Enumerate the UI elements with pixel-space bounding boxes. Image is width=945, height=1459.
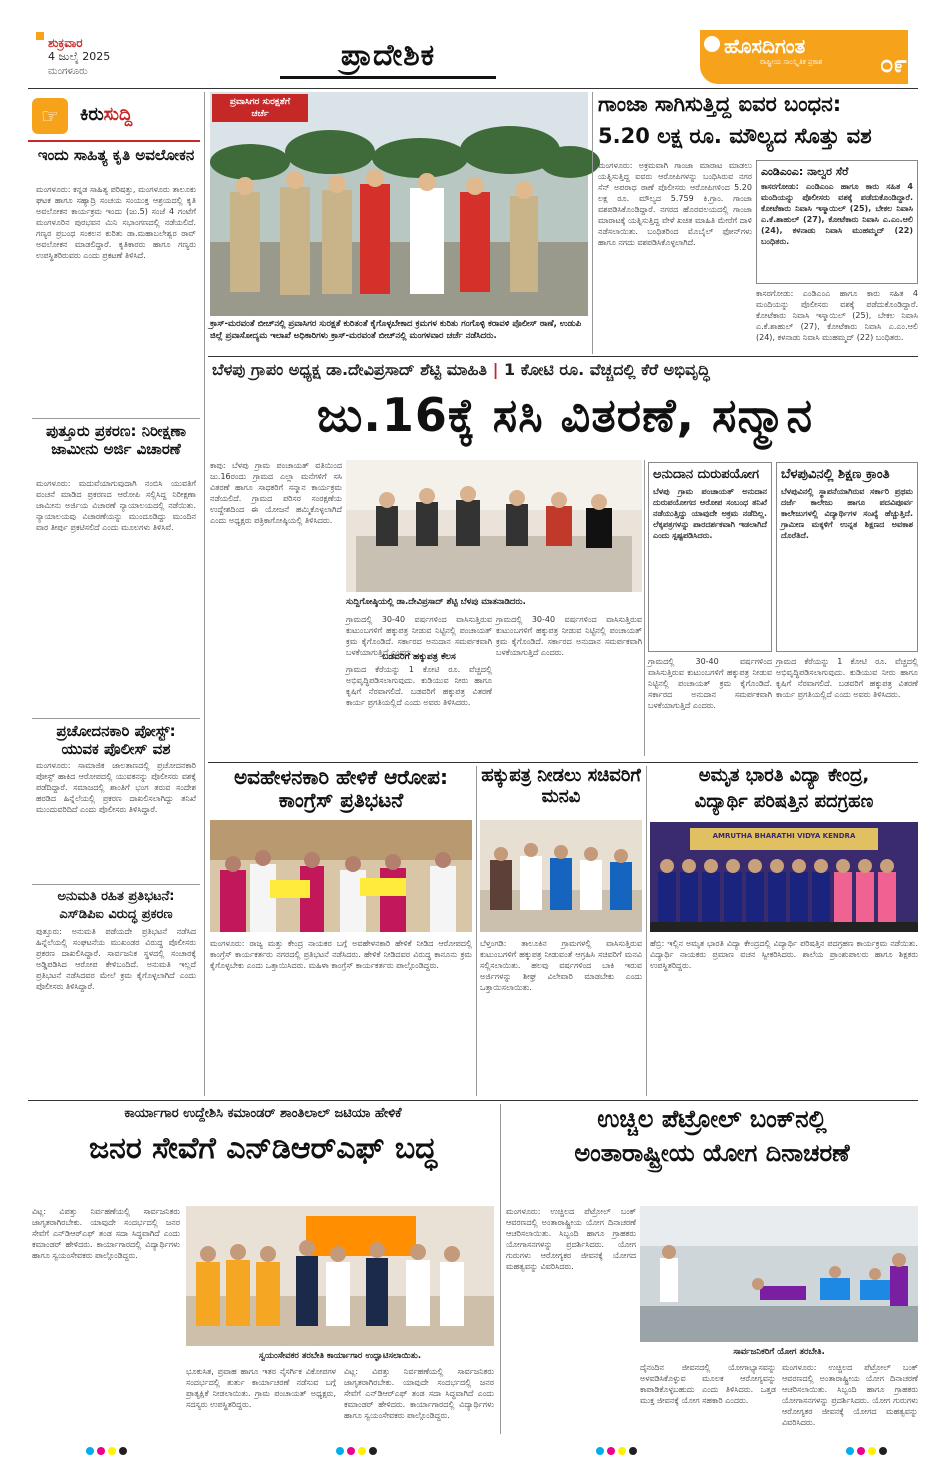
kiru-rule (28, 140, 200, 142)
left-story-1-body: ಮಂಗಳೂರು: ಕನ್ನಡ ಸಾಹಿತ್ಯ ಪರಿಷತ್ತು, ಮಂಗಳೂರು ತಾಲೂಕು ಘಟಕ ಹಾಗೂ ಸಹ್ಯಾದ್ರಿ ಸಂಚಯ ಸಂಯುಕ್ತ ಆಶ್ರಯದಲ್ಲಿ ಕೃತಿ ಅವಲೋಕನ ಕಾರ್ಯಕ್ರಮ ಇಂದು (ಜು.5) ಸಂಜೆ 4 ಗಂಟೆಗೆ ಮಂಗಳೂರಿನ ಪುರಭವನ ಮಿನಿ ಸಭಾಂಗಣದಲ್ಲಿ ನಡೆಯಲಿದೆ. ಗಣ್ಯರ ಪ್ರಬಂಧ ಸಂಕಲನ ಕುರಿತು ಡಾ.ಮಹಾಬಲೇಶ್ವರ ರಾವ್ ಅವಲೋಕನ ಮಾಡಲಿದ್ದಾರೆ. ಕೃತಿಕಾರರು ಹಾಗೂ ಗಣ್ಯರು ಉಪಸ್ಥಿತರಿರುವರು ಎಂದು ಪ್ರಕಟಣೆ ತಿಳಿಸಿದೆ. (36, 185, 196, 260)
main-col3: ಗ್ರಾಮದಲ್ಲಿ 30-40 ವರ್ಷಗಳಿಂದ ವಾಸಿಸುತ್ತಿರುವ ಕುಟುಂಬಗಳಿಗೆ ಹಕ್ಕುಪತ್ರ ನೀಡುವ ನಿಟ್ಟಿನಲ್ಲಿ ಪಂಚಾಯತ್ ಕ್ರಮ ಕೈಗೊಂಡಿದೆ. ಸರ್ಕಾರದ ಅನುದಾನ ಸಮರ್ಪಕವಾಗಿ ಬಳಕೆಯಾಗುತ್ತಿದೆ ಎಂದರು. (496, 615, 642, 657)
main-col2: ಗ್ರಾಮದ ಕೆರೆಯನ್ನು 1 ಕೋಟಿ ರೂ. ವೆಚ್ಚದಲ್ಲಿ ಅಭಿವೃದ್ಧಿಪಡಿಸಲಾಗುವುದು. ಕುಡಿಯುವ ನೀರು ಹಾಗೂ ಕೃಷಿಗೆ ನೆರವಾಗಲಿದೆ. ಬಡವರಿಗೆ ಹಕ್ಕುಪತ್ರ ವಿತರಣೆ ಕಾರ್ಯ ಪ್ರಗತಿಯಲ್ಲಿದೆ ಎಂದು ಅವರು ತಿಳಿಸಿದರು. (346, 665, 492, 707)
ganja-body-cont (756, 288, 918, 350)
masthead-rule (28, 88, 918, 89)
hakkupatra-body: ಬೆಳ್ತಂಗಡಿ: ತಾಲೂಕಿನ ಗ್ರಾಮಗಳಲ್ಲಿ ವಾಸಿಸುತ್ತಿರುವ ಕುಟುಂಬಗಳಿಗೆ ಹಕ್ಕುಪತ್ರ ನೀಡುವಂತೆ ಆಗ್ರಹಿಸಿ ಸಚಿವರಿಗೆ ಮನವಿ ಸಲ್ಲಿಸಲಾಯಿತು. ಹಲವು ವರ್ಷಗಳಿಂದ ಬಾಕಿ ಇರುವ ಅರ್ಜಿಗಳನ್ನು ಶೀಘ್ರ ವಿಲೇವಾರಿ ಮಾಡಬೇಕು ಎಂದು ಒತ್ತಾಯಿಸಲಾಯಿತು. (480, 939, 642, 992)
hakkupatra-headline: ಹಕ್ಕುಪತ್ರ ನೀಡಲು ಸಚಿವರಿಗೆ ಮನವಿ (481, 765, 641, 807)
congress-protest-photo (210, 820, 472, 932)
kiru-suddi-title (80, 104, 132, 125)
main-story-top-rule (208, 356, 918, 357)
kiru-prefix: ಕಿರು (80, 104, 104, 125)
left-story-3-body: ಮಂಗಳೂರು: ಸಾಮಾಜಿಕ ಜಾಲತಾಣದಲ್ಲಿ ಪ್ರಚೋದನಕಾರಿ ಪೋಸ್ಟ್ ಹಾಕಿದ ಆರೋಪದಲ್ಲಿ ಯುವಕನನ್ನು ಪೊಲೀಸರು ವಶಕ್ಕೆ ಪಡೆದಿದ್ದಾರೆ. ಸಮಾಜದಲ್ಲಿ ಶಾಂತಿಗೆ ಭಂಗ ತರುವ ಸಂದೇಶ ಹರಡಿದ ಹಿನ್ನೆಲೆಯಲ್ಲಿ ಪ್ರಕರಣ ದಾಖಲಿಸಲಾಗಿದ್ದು ತನಿಖೆ ಮುಂದುವರಿದಿದೆ ಎಂದು ಪೊಲೀಸರು ತಿಳಿಸಿದ್ದಾರೆ. (36, 761, 196, 814)
left-story-4-head: ಅನುಮತಿ ರಹಿತ ಪ್ರತಿಭಟನೆ: ಎಸ್‌ಡಿಪಿಐ ವಿರುದ್ಧ ಪ್ರಕರಣ (57, 889, 175, 922)
cmyk-marks-right (846, 1440, 890, 1459)
middle-rule (208, 762, 918, 763)
cmyk-dot-magenta (347, 1447, 355, 1455)
shikshana-box (776, 462, 918, 652)
press-meet-photo (346, 460, 642, 592)
main-headline: ಜು.16ಕ್ಕೆ ಸಸಿ ವಿತರಣೆ, ಸನ್ಮಾನ (316, 388, 814, 442)
masthead (0, 0, 945, 90)
yoga-caption: ಸಾರ್ವಜನಿಕರಿಗೆ ಯೋಗ ತರಬೇತಿ. (733, 1347, 825, 1357)
cmyk-marks-center-right (596, 1440, 640, 1459)
beach-photo-illustration (210, 92, 588, 316)
ndrf-strap: ಕಾರ್ಯಾಗಾರ ಉದ್ದೇಶಿಸಿ ಕಮಾಂಡರ್ ಶಾಂತಿಲಾಲ್ ಜಟಿಯಾ ಹೇಳಿಕೆ (124, 1106, 402, 1121)
ndrf-caption: ಸ್ವಯಂಸೇವಕರ ತರಬೇತಿ ಕಾರ್ಯಾಗಾರ ಉದ್ಘಾಟಿಸಲಾಯಿತು. (258, 1351, 422, 1361)
mdma-box (756, 160, 918, 284)
amrutha-headline-1: ಅಮೃತ ಭಾರತಿ ವಿದ್ಯಾ ಕೇಂದ್ರ, (698, 765, 870, 786)
yoga-col3: ಮಂಗಳೂರು: ಉಚ್ಚಿಲದ ಪೆಟ್ರೋಲ್ ಬಂಕ್ ಆವರಣದಲ್ಲಿ ಅಂತಾರಾಷ್ಟ್ರೀಯ ಯೋಗ ದಿನಾಚರಣೆ ಆಚರಿಸಲಾಯಿತು. ಸಿಬ್ಬಂದಿ ಹಾಗೂ ಗ್ರಾಹಕರು ಯೋಗಾಸನಗಳನ್ನು ಪ್ರದರ್ಶಿಸಿದರು. ಯೋಗ ಗುರುಗಳು ಆರೋಗ್ಯಕರ ಜೀವನಕ್ಕೆ ಯೋಗದ ಮಹತ್ವವನ್ನು ವಿವರಿಸಿದರು. (782, 1363, 918, 1427)
main-rule-1 (644, 460, 645, 756)
yoga-headline-1: ಉಚ್ಚಿಲ ಪೆಟ್ರೋಲ್ ಬಂಕ್‌ನಲ್ಲಿ (597, 1105, 827, 1133)
main-strap-left: ಬೆಳಪು ಗ್ರಾಪಂ ಅಧ್ಯಕ್ಷ ಡಾ.ದೇವಿಪ್ರಸಾದ್ ಶೆಟ್ಟಿ ಮಾಹಿತಿ (212, 360, 488, 379)
anudana-body: ಬೆಳಪು ಗ್ರಾಮ ಪಂಚಾಯತ್ ಅನುದಾನ ದುರುಪಯೋಗದ ಆರೋಪ ಸಂಬಂಧ ತನಿಖೆ ನಡೆಯುತ್ತಿದ್ದು ಯಾವುದೇ ಅಕ್ರಮ ನಡೆದಿಲ್ಲ. ಲೆಕ್ಕಪತ್ರಗಳನ್ನು ಪಾರದರ್ಶಕವಾಗಿ ಇಡಲಾಗಿದೆ ಎಂದು ಸ್ಪಷ್ಟಪಡಿಸಿದರು. (653, 487, 767, 540)
amrutha-headline-2: ವಿದ್ಯಾರ್ಥಿ ಪರಿಷತ್ತಿನ ಪದಗ್ರಹಣ (694, 791, 874, 812)
left-divider-2 (32, 718, 200, 719)
logo-emblem-icon (704, 36, 720, 52)
protest-illustration (210, 820, 472, 932)
ndrf-headline: ಜನರ ಸೇವೆಗೆ ಎನ್‌ಡಿಆರ್‌ಎಫ್ ಬದ್ಧ (89, 1131, 437, 1166)
cmyk-dot-yellow (618, 1447, 626, 1455)
yoga-body: ಮಂಗಳೂರು: ಉಚ್ಚಿಲದ ಪೆಟ್ರೋಲ್ ಬಂಕ್ ಆವರಣದಲ್ಲಿ ಅಂತಾರಾಷ್ಟ್ರೀಯ ಯೋಗ ದಿನಾಚರಣೆ ಆಚರಿಸಲಾಯಿತು. ಸಿಬ್ಬಂದಿ ಹಾಗೂ ಗ್ರಾಹಕರು ಯೋಗಾಸನಗಳನ್ನು ಪ್ರದರ್ಶಿಸಿದರು. ಯೋಗ ಗುರುಗಳು ಆರೋಗ್ಯಕರ ಜೀವನಕ್ಕೆ ಯೋಗದ ಮಹತ್ವವನ್ನು ವಿವರಿಸಿದರು. (506, 1207, 636, 1271)
cmyk-dot-cyan (596, 1447, 604, 1455)
shikshana-title: ಬೆಳಪುವಿನಲ್ಲಿ ಶಿಕ್ಷಣ ಕ್ರಾಂತಿ (781, 467, 890, 482)
logo-name: ಹೊಸದಿಗಂತ (724, 34, 806, 58)
main-strap (212, 360, 918, 384)
yoga-photo (640, 1206, 918, 1342)
main-col4: ಗ್ರಾಮದಲ್ಲಿ 30-40 ವರ್ಷಗಳಿಂದ ವಾಸಿಸುತ್ತಿರುವ ಕುಟುಂಬಗಳಿಗೆ ಹಕ್ಕುಪತ್ರ ನೀಡುವ ನಿಟ್ಟಿನಲ್ಲಿ ಪಂಚಾಯತ್ ಕ್ರಮ ಕೈಗೊಂಡಿದೆ. ಸರ್ಕಾರದ ಅನುದಾನ ಸಮರ್ಪಕವಾಗಿ ಬಳಕೆಯಾಗುತ್ತಿದೆ ಎಂದರು. (648, 657, 772, 710)
masthead-date: 4 ಜುಲೈ 2025 (48, 50, 111, 63)
masthead-orange-rule (36, 32, 44, 40)
ndrf-body: ವಿಟ್ಲ: ವಿಪತ್ತು ನಿರ್ವಹಣೆಯಲ್ಲಿ ಸಾರ್ವಜನಿಕರು ಜಾಗೃತರಾಗಿರಬೇಕು. ಯಾವುದೇ ಸಂದರ್ಭದಲ್ಲಿ ಜನರ ಸೇವೆಗೆ ಎನ್‌ಡಿಆರ್‌ಎಫ್ ತಂಡ ಸದಾ ಸಿದ್ಧವಾಗಿದೆ ಎಂದು ಕಮಾಂಡರ್ ಹೇಳಿದರು. ಕಾರ್ಯಾಗಾರದಲ್ಲಿ ವಿದ್ಯಾರ್ಥಿಗಳು ಹಾಗೂ ಸ್ವಯಂಸೇವಕರು ಪಾಲ್ಗೊಂಡಿದ್ದರು. (32, 1207, 180, 1260)
yoga-illustration (640, 1206, 918, 1342)
bottom-section-rule (28, 1100, 918, 1101)
left-story-2-head: ಪುತ್ತೂರು ಪ್ರಕರಣ: ನಿರೀಕ್ಷಣಾ ಜಾಮೀನು ಅರ್ಜಿ ವಿಚಾರಣೆ (45, 422, 187, 458)
middle-rule-1 (476, 766, 477, 1096)
memorandum-illustration (480, 820, 642, 932)
main-col1-continued: ಗ್ರಾಮದಲ್ಲಿ 30-40 ವರ್ಷಗಳಿಂದ ವಾಸಿಸುತ್ತಿರುವ ಕುಟುಂಬಗಳಿಗೆ ಹಕ್ಕುಪತ್ರ ನೀಡುವ ನಿಟ್ಟಿನಲ್ಲಿ ಪಂಚಾಯತ್ ಕ್ರಮ ಕೈಗೊಂಡಿದೆ. ಸರ್ಕಾರದ ಅನುದಾನ ಸಮರ್ಪಕವಾಗಿ ಬಳಕೆಯಾಗುತ್ತಿದೆ ಎಂದರು. (346, 615, 492, 657)
mdma-box-title: ಎಂಡಿಎಂಎ: ನಾಲ್ವರ ಸೆರೆ (761, 165, 849, 178)
beach-tag-line1: ಪ್ರವಾಸಿಗರ ಸುರಕ್ಷತೆಗೆ (229, 97, 291, 107)
yoga-col2: ದೈನಂದಿನ ಜೀವನದಲ್ಲಿ ಯೋಗಾಭ್ಯಾಸವನ್ನು ಅಳವಡಿಸಿಕೊಳ್ಳುವ ಮೂಲಕ ಆರೋಗ್ಯವನ್ನು ಕಾಪಾಡಿಕೊಳ್ಳಬಹುದು ಎಂದು ತಿಳಿಸಿದರು. ಒತ್ತಡ ಮುಕ್ತ ಜೀವನಕ್ಕೆ ಯೋಗ ಸಹಕಾರಿ ಎಂದರು. (640, 1363, 776, 1405)
left-story-1-head: ಇಂದು ಸಾಹಿತ್ಯ ಕೃತಿ ಅವಲೋಕನ (37, 146, 195, 164)
ndrf-workshop-photo (186, 1206, 494, 1346)
main-col1: ಕಾಪು: ಬೆಳಪು ಗ್ರಾಮ ಪಂಚಾಯತ್ ವತಿಯಿಂದ ಜು.16ರಂದು ಗ್ರಾಮದ ಎಲ್ಲಾ ಮನೆಗಳಿಗೆ ಸಸಿ ವಿತರಣೆ ಹಾಗೂ ಸಾಧಕರಿಗೆ ಸನ್ಮಾನ ಕಾರ್ಯಕ್ರಮ ನಡೆಯಲಿದೆ. ಗ್ರಾಮದ ಪರಿಸರ ಸಂರಕ್ಷಣೆಯ ಉದ್ದೇಶದಿಂದ ಈ ಯೋಜನೆ ಹಮ್ಮಿಕೊಳ್ಳಲಾಗಿದೆ ಎಂದು ಅಧ್ಯಕ್ಷರು ಪತ್ರಿಕಾಗೋಷ್ಠಿಯಲ್ಲಿ ತಿಳಿಸಿದರು. (210, 461, 342, 525)
cmyk-dot-yellow (358, 1447, 366, 1455)
left-divider-1 (32, 418, 200, 419)
press-meet-illustration (346, 460, 642, 592)
cmyk-dot-black (369, 1447, 377, 1455)
beach-meeting-photo (210, 92, 588, 316)
ganja-headline-2: 5.20 ಲಕ್ಷ ರೂ. ಮೌಲ್ಯದ ಸೊತ್ತು ವಶ (598, 124, 872, 148)
shikshana-body: ಬೆಳಪುವಿನಲ್ಲಿ ಸ್ಥಾಪನೆಯಾಗಿರುವ ಸರ್ಕಾರಿ ಪ್ರಥಮ ದರ್ಜೆ ಕಾಲೇಜು ಹಾಗೂ ಪದವಿಪೂರ್ವ ಕಾಲೇಜುಗಳಲ್ಲಿ ವಿದ್ಯಾರ್ಥಿಗಳ ಸಂಖ್ಯೆ ಹೆಚ್ಚುತ್ತಿದೆ. ಗ್ರಾಮೀಣ ಮಕ್ಕಳಿಗೆ ಉನ್ನತ ಶಿಕ್ಷಣದ ಅವಕಾಶ ದೊರೆತಿದೆ. (781, 487, 913, 540)
beach-photo-tag (212, 94, 308, 122)
masthead-day: ಶುಕ್ರವಾರ (48, 36, 83, 50)
cmyk-dot-cyan (336, 1447, 344, 1455)
section-title: ಪ್ರಾದೇಶಿಕ (340, 38, 436, 73)
cmyk-dot-black (119, 1447, 127, 1455)
cmyk-dot-magenta (607, 1447, 615, 1455)
cmyk-dot-yellow (868, 1447, 876, 1455)
cmyk-marks-center (336, 1440, 380, 1459)
ganja-body-cont-text: ಕಾಸರಗೋಡು: ಎಂಡಿಎಂಎ ಹಾಗೂ ಕಾರು ಸಹಿತ 4 ಮಂದಿಯನ್ನು ಪೊಲೀಸರು ವಶಕ್ಕೆ ಪಡೆದುಕೊಂಡಿದ್ದಾರೆ. ಕೋಟೆಕಾರು ನಿವಾಸಿ ಇಸ್ಮಾಯಿಲ್ (25), ಬೇಕಲ ನಿವಾಸಿ ಎ.ಕೆ.ಶಾಹುಲ್ (27), ಕೋಟೆಕಾರು ನಿವಾಸಿ ಎ.ಎಂ.ಆಲಿ (24), ಕಳನಾಡು ನಿವಾಸಿ ಮುಹಮ್ಮದ್ (22) ಬಂಧಿತರು. (756, 289, 918, 342)
mdma-box-body: ಕಾಸರಗೋಡು: ಎಂಡಿಎಂಎ ಹಾಗೂ ಕಾರು ಸಹಿತ 4 ಮಂದಿಯನ್ನು ಪೊಲೀಸರು ವಶಕ್ಕೆ ಪಡೆದುಕೊಂಡಿದ್ದಾರೆ. ಕೋಟೆಕಾರು ನಿವಾಸಿ ಇಸ್ಮಾಯಿಲ್ (25), ಬೇಕಲ ನಿವಾಸಿ ಎ.ಕೆ.ಶಾಹುಲ್ (27), ಕೋಟೆಕಾರು ನಿವಾಸಿ ಎ.ಎಂ.ಆಲಿ (24), ಕಳನಾಡು ನಿವಾಸಿ ಮುಹಮ್ಮದ್ (22) ಬಂಧಿತರು. (761, 182, 913, 246)
workshop-illustration (186, 1206, 494, 1346)
cmyk-dot-cyan (846, 1447, 854, 1455)
top-column-rule (592, 92, 593, 354)
main-col5: ಗ್ರಾಮದ ಕೆರೆಯನ್ನು 1 ಕೋಟಿ ರೂ. ವೆಚ್ಚದಲ್ಲಿ ಅಭಿವೃದ್ಧಿಪಡಿಸಲಾಗುವುದು. ಕುಡಿಯುವ ನೀರು ಹಾಗೂ ಕೃಷಿಗೆ ನೆರವಾಗಲಿದೆ. ಬಡವರಿಗೆ ಹಕ್ಕುಪತ್ರ ವಿತರಣೆ ಕಾರ್ಯ ಪ್ರಗತಿಯಲ್ಲಿದೆ ಎಂದು ಅವರು ತಿಳಿಸಿದರು. (776, 657, 918, 699)
logo-tagline: ರಾಷ್ಟ್ರೀಯ ಸಾಂಸ್ಕೃತಿಕ ಪ್ರಕಾಶ (760, 58, 823, 66)
bottom-column-rule (500, 1104, 501, 1434)
ndrf-col2: ಭೂಕುಸಿತ, ಪ್ರವಾಹ ಹಾಗೂ ಇತರ ನೈಸರ್ಗಿಕ ವಿಕೋಪಗಳ ಸಂದರ್ಭದಲ್ಲಿ ತುರ್ತು ಕಾರ್ಯಾಚರಣೆ ನಡೆಸುವ ಬಗ್ಗೆ ಪ್ರಾತ್ಯಕ್ಷಿಕೆ ನೀಡಲಾಯಿತು. ಗ್ರಾಮ ಪಂಚಾಯತ್ ಅಧ್ಯಕ್ಷರು, ಸದಸ್ಯರು ಉಪಸ್ಥಿತರಿದ್ದರು. (186, 1367, 336, 1409)
left-story-3-head: ಪ್ರಚೋದನಕಾರಿ ಪೋಸ್ಟ್: ಯುವಕ ಪೊಲೀಸ್ ವಶ (56, 722, 176, 758)
amrutha-photo-banner: AMRUTHA BHARATHI VIDYA KENDRA (712, 832, 856, 840)
anudana-box (648, 462, 772, 652)
hakkupatra-photo (480, 820, 642, 932)
cmyk-dot-black (629, 1447, 637, 1455)
main-strap-right: 1 ಕೋಟಿ ರೂ. ವೆಚ್ಚದಲ್ಲಿ ಕೆರೆ ಅಭಿವೃದ್ಧಿ (504, 360, 710, 379)
ganja-headline-1: ಗಾಂಜಾ ಸಾಗಿಸುತ್ತಿದ್ದ ಐವರ ಬಂಧನ: (598, 92, 842, 116)
anudana-title: ಅನುದಾನ ದುರುಪಯೋಗ (653, 467, 760, 482)
yoga-headline-2: ಅಂತಾರಾಷ್ಟ್ರೀಯ ಯೋಗ ದಿನಾಚರಣೆ (574, 1139, 850, 1167)
amrutha-body: ಹೆಬ್ರಿ: ಇಲ್ಲಿನ ಅಮೃತ ಭಾರತಿ ವಿದ್ಯಾ ಕೇಂದ್ರದಲ್ಲಿ ವಿದ್ಯಾರ್ಥಿ ಪರಿಷತ್ತಿನ ಪದಗ್ರಹಣ ಕಾರ್ಯಕ್ರಮ ನಡೆಯಿತು. ವಿದ್ಯಾರ್ಥಿ ನಾಯಕರು ಪ್ರಮಾಣ ವಚನ ಸ್ವೀಕರಿಸಿದರು. ಶಾಲೆಯ ಪ್ರಾಂಶುಪಾಲರು ಹಾಗೂ ಶಿಕ್ಷಕರು ಉಪಸ್ಥಿತರಿದ್ದರು. (650, 939, 918, 970)
congress-body: ಮಂಗಳೂರು: ರಾಜ್ಯ ಮತ್ತು ಕೇಂದ್ರ ನಾಯಕರ ಬಗ್ಗೆ ಅವಹೇಳನಕಾರಿ ಹೇಳಿಕೆ ನೀಡಿದ ಆರೋಪದಲ್ಲಿ ಕಾಂಗ್ರೆಸ್ ಕಾರ್ಯಕರ್ತರು ನಗರದಲ್ಲಿ ಪ್ರತಿಭಟನೆ ನಡೆಸಿದರು. ಹೇಳಿಕೆ ನೀಡಿದವರ ವಿರುದ್ಧ ಕಾನೂನು ಕ್ರಮ ಕೈಗೊಳ್ಳಬೇಕು ಎಂದು ಒತ್ತಾಯಿಸಿದರು. ಮಹಿಳಾ ಕಾಂಗ್ರೆಸ್ ಕಾರ್ಯಕರ್ತರು ಪಾಲ್ಗೊಂಡಿದ್ದರು. (210, 939, 472, 970)
cmyk-dot-black (879, 1447, 887, 1455)
pointing-hand-icon: ☞ (32, 98, 68, 134)
main-strap-separator: | (492, 360, 499, 379)
left-story-4-body: ಪುತ್ತೂರು: ಅನುಮತಿ ಪಡೆಯದೇ ಪ್ರತಿಭಟನೆ ನಡೆಸಿದ ಹಿನ್ನೆಲೆಯಲ್ಲಿ ಸಂಘಟನೆಯ ಮುಖಂಡರ ವಿರುದ್ಧ ಪೊಲೀಸರು ಪ್ರಕರಣ ದಾಖಲಿಸಿದ್ದಾರೆ. ಸಾರ್ವಜನಿಕ ಸ್ಥಳದಲ್ಲಿ ಸಂಚಾರಕ್ಕೆ ಅಡ್ಡಿಪಡಿಸಿದ ಆರೋಪ ಕೇಳಿಬಂದಿದೆ. ಅನುಮತಿ ಇಲ್ಲದೆ ಪ್ರತಿಭಟನೆ ನಡೆಸಿದವರ ಮೇಲೆ ಕ್ರಮ ಕೈಗೊಳ್ಳಲಾಗಿದೆ ಎಂದು ಪೊಲೀಸರು ತಿಳಿಸಿದ್ದಾರೆ. (36, 927, 196, 991)
masthead-city: ಮಂಗಳೂರು (48, 66, 88, 77)
main-col2-wrap (346, 614, 492, 756)
left-divider-3 (32, 884, 200, 885)
cmyk-marks-left (86, 1440, 130, 1459)
cmyk-dot-yellow (108, 1447, 116, 1455)
ganja-body: ಮಂಗಳೂರು: ಅಕ್ರಮವಾಗಿ ಗಾಂಜಾ ಮಾರಾಟ ಮಾಡಲು ಯತ್ನಿಸುತ್ತಿದ್ದ ಐವರು ಆರೋಪಿಗಳನ್ನು ಬಂಧಿಸಿರುವ ನಗರ ಸೆನ್ ಅಪರಾಧ ಠಾಣೆ ಪೊಲೀಸರು ಆರೋಪಿಗಳಿಂದ 5.20 ಲಕ್ಷ ರೂ. ಮೌಲ್ಯದ 5.759 ಕಿ.ಗ್ರಾಂ. ಗಾಂಜಾ ವಶಪಡಿಸಿಕೊಂಡಿದ್ದಾರೆ. ನಗರದ ಹೊರವಲಯದಲ್ಲಿ ಗಾಂಜಾ ಮಾರಾಟಕ್ಕೆ ಯತ್ನಿಸುತ್ತಿದ್ದ ವೇಳೆ ಖಚಿತ ಮಾಹಿತಿ ಮೇರೆಗೆ ದಾಳಿ ನಡೆಸಲಾಯಿತು. ಬಂಧಿತರಿಂದ ಮೊಬೈಲ್ ಫೋನ್‌ಗಳು ಹಾಗೂ ನಗದು ವಶಪಡಿಸಿಕೊಳ್ಳಲಾಗಿದೆ. (598, 161, 752, 247)
left-story-2-body: ಮಂಗಳೂರು: ಮದುವೆಯಾಗುವುದಾಗಿ ನಂಬಿಸಿ ಯುವತಿಗೆ ವಂಚನೆ ಮಾಡಿದ ಪ್ರಕರಣದ ಆರೋಪಿ ಸಲ್ಲಿಸಿದ್ದ ನಿರೀಕ್ಷಣಾ ಜಾಮೀನು ಅರ್ಜಿಯ ವಿಚಾರಣೆ ನ್ಯಾಯಾಲಯದಲ್ಲಿ ನಡೆಯಿತು. ನ್ಯಾಯಾಲಯವು ವಿಚಾರಣೆಯನ್ನು ಮುಂದೂಡಿದ್ದು ಮುಂದಿನ ವಾರ ತೀರ್ಪು ಪ್ರಕಟಿಸಲಿದೆ ಎಂದು ಮೂಲಗಳು ತಿಳಿಸಿವೆ. (36, 479, 196, 532)
middle-rule-2 (646, 766, 647, 1096)
ndrf-col3: ವಿಟ್ಲ: ವಿಪತ್ತು ನಿರ್ವಹಣೆಯಲ್ಲಿ ಸಾರ್ವಜನಿಕರು ಜಾಗೃತರಾಗಿರಬೇಕು. ಯಾವುದೇ ಸಂದರ್ಭದಲ್ಲಿ ಜನರ ಸೇವೆಗೆ ಎನ್‌ಡಿಆರ್‌ಎಫ್ ತಂಡ ಸದಾ ಸಿದ್ಧವಾಗಿದೆ ಎಂದು ಕಮಾಂಡರ್ ಹೇಳಿದರು. ಕಾರ್ಯಾಗಾರದಲ್ಲಿ ವಿದ್ಯಾರ್ಥಿಗಳು ಹಾಗೂ ಸ್ವಯಂಸೇವಕರು ಪಾಲ್ಗೊಂಡಿದ್ದರು. (344, 1367, 494, 1420)
press-meet-caption: ಸುದ್ದಿಗೋಷ್ಠಿಯಲ್ಲಿ ಡಾ.ದೇವಿಪ್ರಸಾದ್ ಶೆಟ್ಟಿ ಬೆಳಪು ಮಾತನಾಡಿದರು. (346, 597, 526, 607)
main-subhead: ಬಡವರಿಗೆ ಹಕ್ಕುಪತ್ರ ಕೆಲಸ (382, 652, 456, 662)
cmyk-dot-magenta (97, 1447, 105, 1455)
left-column-rule (204, 92, 205, 1096)
kiru-suffix: ಸುದ್ದಿ (103, 104, 133, 125)
beach-photo-caption: ಕ್ರಾಸ್-ಮರವಂತೆ ಬೀಚ್‌ನಲ್ಲಿ ಪ್ರವಾಸಿಗರ ಸುರಕ್ಷತೆ ಕುರಿತಂತೆ ಕೈಗೊಳ್ಳಬೇಕಾದ ಕ್ರಮಗಳ ಕುರಿತು ಗಂಗೊಳ್ಳಿ ಕರಾವಳಿ ಪೊಲೀಸ್ ಠಾಣೆ, ಉಡುಪಿ ಜಿಲ್ಲೆ ಪ್ರವಾಸೋದ್ಯಮ ಇಲಾಖೆ ಅಧಿಕಾರಿಗಳು ಕ್ರಾಸ್-ಮರವಂತೆ ಬೀಚ್‌ನಲ್ಲಿ ಮಂಗಳವಾರ ಚರ್ಚೆ ನಡೆಸಿದರು. (210, 319, 582, 341)
cmyk-dot-cyan (86, 1447, 94, 1455)
cmyk-dot-magenta (857, 1447, 865, 1455)
congress-headline: ಅವಹೇಳನಕಾರಿ ಹೇಳಿಕೆ ಆರೋಪ: ಕಾಂಗ್ರೆಸ್ ಪ್ರತಿಭಟನೆ (233, 765, 448, 812)
beach-tag-line2: ಚರ್ಚೆ (251, 109, 269, 119)
page-number: ೦೯ (880, 50, 907, 78)
